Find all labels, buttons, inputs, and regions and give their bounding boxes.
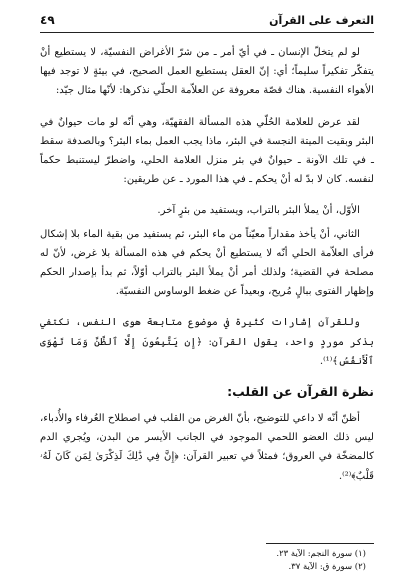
running-header: [40, 14, 374, 33]
footnote-2: (٢) سورة ق: الآية ٣٧.: [288, 562, 366, 572]
header-title: التعرف على القرآن: [269, 14, 374, 27]
paragraph-intro: لو لم يتخلّ الإنسان ـ في أيّ أمر ـ من شرّ الأغراض النفسيّة، لا يستطيع أنْ يتفكّر تفكيراً سليماً؛ أي: إنّ العقل يستطيع العمل الصحيح، في بيئةٍ لا توجد فيها الأهواء النفسية. هناك قصّة معروفة عن العلاّمة الحلّي نذكرها: لأنّها مثال جيّد:: [40, 47, 374, 97]
page-body: [40, 43, 374, 498]
footnotes: [276, 548, 366, 574]
footnote-1: (١) سورة النجم: الآية ٢٣.: [276, 549, 366, 559]
section-heading: نظرة القرآن عن القلب:: [227, 384, 374, 400]
page-number: ٤٩: [40, 13, 55, 27]
paragraph-second-option: الثاني، أنْ يأخذ مقداراً معيّناً من ماء البئر، ثم يستفيد من بقية الماء بلا إشكال فرأى العلاّمة الحلي أنّه لا يستطيع أنْ يحكم في هذه المسألة بلا غرض، لأنّ له مصلحة في القضية؛ ولذلك أمر أنْ يملأ البئر بالتراب أوّلاً، ثم بدأ بإصدار الحكم وإظهار الفتوى ببالٍ مُريح، وبعيداً عن ضغط الوساوس النفسيّة.: [40, 228, 374, 298]
paragraph-heart: أظنّ أنّه لا داعي للتوضيح، بأنّ الغرض من القلب في اصطلاح العُرفاء والأُدباء، ليس ذلك العضو اللحمي الموجود في الجانب الأيسر من البدن، ويُجري الدم كالمضخّة في العروق؛ فمثلاً في تعبير القرآن: ﴿إِنَّ فِي ذَٰلِكَ لَذِكْرَىٰ لِمَن كَانَ لَهُۥ قَلْبٌ﴾⁽²⁾.: [40, 413, 374, 482]
paragraph-story: لقد عرض للعلامة الحُلّي هذه المسألة الفقهيّة، وهي أنّه لو مات حيوانٌ في البئر وبقيت الميتة النجسة في البئر، ماذا يجب العمل بماء البئر؟ وبالصدفة سقط ـ في تلك الآونة ـ حيوانٌ في بئر منزل العلامة الحلي، واضطرّ ليستنبط حكماً لنفسه. كان لا بدّ له أنْ يحكم ـ في هذا المورد ـ عن طريقين:: [40, 116, 374, 186]
paragraph-quran-desire: وللقرآن إشارات كثيرة في موضوع متابعة هوى النفس، نكتفي بذكر موردٍ واحد، يقول القرآن: ﴿إِن يَتَّبِعُونَ إِلَّا ٱلظَّنَّ وَمَا تَهْوَى ٱلْأَنفُسُ﴾⁽¹⁾.: [40, 317, 374, 367]
paragraph-first-option: الأوّل، أنْ يملأ البئر بالتراب، ويستفيد من بئرٍ آخر.: [157, 205, 360, 217]
footnote-divider: [266, 543, 374, 544]
